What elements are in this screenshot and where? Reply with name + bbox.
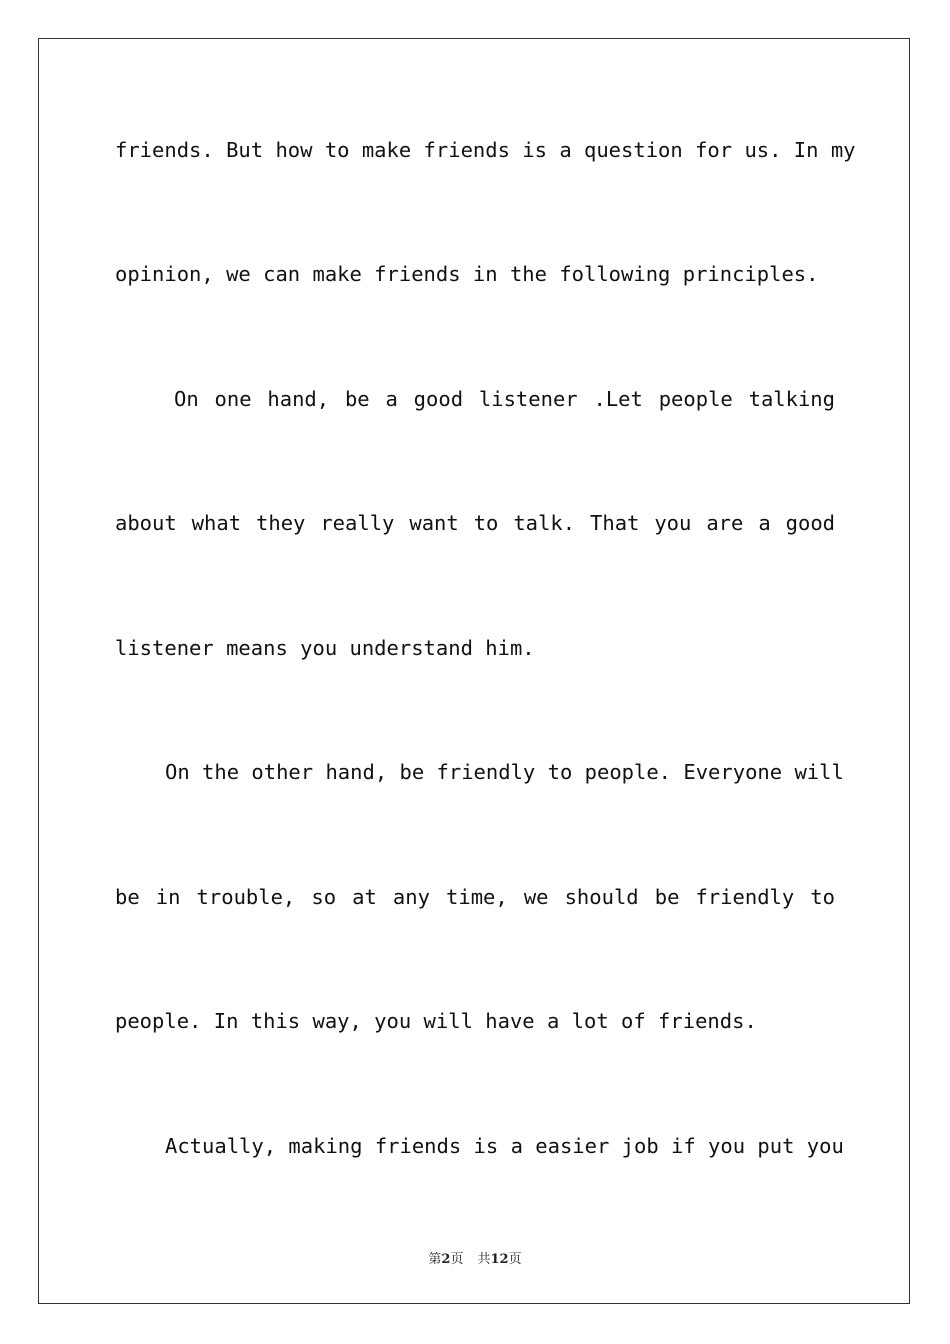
text-line-7: be in trouble, so at any time, we should be friendly to — [115, 885, 835, 909]
text-line-3: On one hand, be a good listener .Let people talking — [174, 387, 835, 411]
text-line-4: about what they really want to talk. That you are a good — [115, 511, 835, 535]
page-border — [38, 38, 910, 1304]
total-label-prefix: 共 — [477, 1252, 491, 1267]
total-page-number: 12 — [490, 1252, 509, 1267]
text-line-1: friends. But how to make friends is a question for us. In my — [115, 138, 856, 162]
page-label-prefix: 第 — [428, 1252, 442, 1267]
current-page-number: 2 — [441, 1252, 451, 1267]
page-footer — [0, 1248, 950, 1267]
text-line-5: listener means you understand him. — [115, 636, 535, 660]
total-label-suffix: 页 — [508, 1252, 522, 1267]
text-line-6: On the other hand, be friendly to people. Everyone will — [165, 760, 844, 784]
text-line-2: opinion, we can make friends in the following principles. — [115, 262, 819, 286]
text-line-9: Actually, making friends is a easier job if you put you — [165, 1134, 844, 1158]
text-line-8: people. In this way, you will have a lot of friends. — [115, 1009, 757, 1033]
page-label-suffix: 页 — [450, 1252, 464, 1267]
